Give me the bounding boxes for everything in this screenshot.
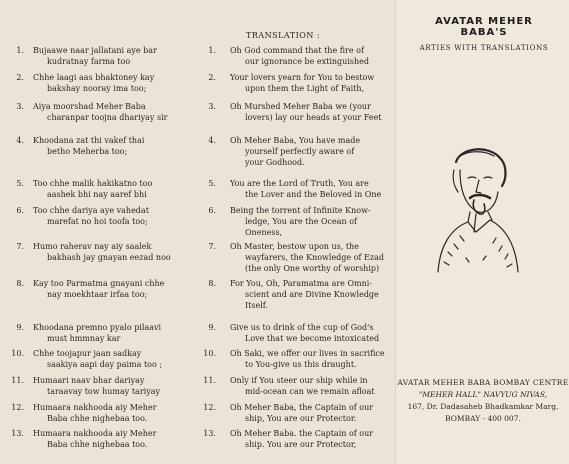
english-line: Itself. [245, 301, 268, 310]
verse-row [0, 72, 396, 102]
verse-row [0, 278, 396, 308]
verse-number-english: 11. [203, 376, 216, 385]
english-line: For You, Oh, Paramatma are Omni- [230, 279, 373, 288]
verse-number-english: 13. [203, 429, 216, 438]
gujarati-line: Kay too Parmatma gnayani chhe [33, 279, 165, 288]
gujarati-line: Chhe laagi aas bhaktoney kay [33, 73, 155, 82]
english-line: Give us to drink of the cup of God's [230, 323, 374, 332]
english-line: Oh God command that the fire of [230, 46, 364, 55]
verse-number-english: 1. [208, 46, 216, 55]
verse-number-english: 8. [208, 279, 216, 288]
verse-number-gujarati: 10. [11, 349, 24, 358]
verse-row [0, 101, 396, 131]
verse-number-english: 5. [208, 179, 216, 188]
gujarati-line: must hmmnay kar [47, 334, 121, 343]
verse-row [0, 375, 396, 405]
verse-number-gujarati: 6. [16, 206, 24, 215]
verse-number-gujarati: 1. [16, 46, 24, 55]
gujarati-line: saakiya aapi day paima too ; [47, 360, 163, 369]
english-line: the Lover and the Beloved in One [245, 190, 382, 199]
verse-number-english: 12. [203, 403, 216, 412]
verse-number-gujarati: 2. [16, 73, 24, 82]
gujarati-line: Aiya moorshad Meher Baba [33, 102, 146, 111]
gujarati-line: Bujaawe naar jallatani aye bar [33, 46, 157, 55]
verse-number-gujarati: 11. [11, 376, 24, 385]
gujarati-line: Khoodana premno pyalo pilaavi [33, 323, 162, 332]
verse-row [0, 428, 396, 458]
verse-number-gujarati: 3. [16, 102, 24, 111]
verse-number-gujarati: 7. [16, 242, 24, 251]
english-line: Oh Master, bestow upon us, the [230, 242, 359, 251]
verse-row [0, 45, 396, 75]
verse-number-gujarati: 4. [16, 136, 24, 145]
verse-number-gujarati: 13. [11, 429, 24, 438]
verse-number-english: 4. [208, 136, 216, 145]
english-line: Oh Saki, we offer our lives in sacrifice [230, 349, 385, 358]
verse-row [0, 205, 396, 235]
english-line: ship, You are our Protector. [245, 414, 357, 423]
verse-number-english: 6. [208, 206, 216, 215]
centre-house: "MEHER HALL" NAVYUG NIVAS, [418, 390, 548, 399]
verse-number-gujarati: 5. [16, 179, 24, 188]
gujarati-line: charanpar toojna dhariyay sir [47, 113, 168, 122]
english-line: Love that we become intoxicated [245, 334, 380, 343]
gujarati-line: taraavay tow humay tariyay [47, 387, 161, 396]
brand-title: AVATAR MEHER BABA'S [435, 16, 533, 38]
centre-name: AVATAR MEHER BABA BOMBAY CENTRE [397, 378, 569, 387]
english-line: ledge, You are the Ocean of [245, 217, 357, 226]
english-line: ship. You are our Protector, [245, 440, 357, 449]
english-line: Oh Meher Baba. the Captain of our [230, 429, 374, 438]
english-line: Oneness, [245, 228, 283, 237]
english-line: lovers) lay our heads at your Feet [245, 113, 382, 122]
english-line: our ignorance be extinguished [245, 57, 370, 66]
gujarati-line: bakhash jay gnayan eezad noo [47, 253, 171, 262]
gujarati-line: Baba chhe nighebaa too. [47, 414, 148, 423]
verse-number-gujarati: 12. [11, 403, 24, 412]
gujarati-line: bakshay nooray ima too; [47, 84, 147, 93]
gujarati-line: kudratnay farma too [47, 57, 131, 66]
verse-number-english: 9. [208, 323, 216, 332]
brand-subtitle: ARTIES WITH TRANSLATIONS [419, 44, 549, 52]
gujarati-line: Too chhe dariya aye vahedat [33, 206, 149, 215]
gujarati-line: Humo raherav nay aiy saalek [33, 242, 152, 251]
gujarati-line: Chhe toojapur jaan sadkay [33, 349, 142, 358]
verse-row [0, 241, 396, 271]
meher-baba-portrait [418, 140, 528, 274]
english-line: Being the torrent of Infinite Know- [230, 206, 371, 215]
gujarati-line: aashek bhi nay aaref bhi [47, 190, 147, 199]
gujarati-line: Khoodana zat thi vakef thai [33, 136, 145, 145]
english-line: wayfarers, the Knowledge of Ezad [245, 253, 384, 262]
gujarati-line: Humaari naav bhar dariyay [33, 376, 145, 385]
gujarati-line: nay moekhtaar irfaa too; [47, 290, 148, 299]
english-line: Your lovers yearn for You to bestow [230, 73, 375, 82]
english-line: upon them the Light of Faith, [245, 84, 365, 93]
translation-heading: TRANSLATION : [246, 31, 321, 40]
verse-row [0, 348, 396, 378]
verse-number-english: 7. [208, 242, 216, 251]
verse-number-english: 2. [208, 73, 216, 82]
gujarati-line: marefat no hoi toofa too; [47, 217, 148, 226]
verse-number-gujarati: 8. [16, 279, 24, 288]
gujarati-line: Baba chhe nighebaa too. [47, 440, 148, 449]
english-line: Oh Murshed Meher Baba we (your [230, 102, 371, 111]
english-line: Only if You steer our ship while in [230, 376, 368, 385]
centre-city: BOMBAY - 400 007. [445, 414, 521, 423]
gujarati-line: Humaara nakhooda aiy Meher [33, 429, 157, 438]
verse-number-english: 10. [203, 349, 216, 358]
english-line: Oh Meher Baba, the Captain of our [230, 403, 374, 412]
english-line: to You-give us this draught. [245, 360, 357, 369]
verse-row [0, 135, 396, 165]
gujarati-line: Too chhe malik hakikatno too [33, 179, 153, 188]
english-line: yourself perfectly aware of [245, 147, 355, 156]
english-line: Oh Meher Baba, You have made [230, 136, 361, 145]
centre-street: 167, Dr. Dadasaheb Bhadkamkar Marg, [407, 402, 559, 411]
verse-number-english: 3. [208, 102, 216, 111]
gujarati-line: Humaara nakhooda aiy Meher [33, 403, 157, 412]
english-line: mid-ocean can we remain afloat [245, 387, 375, 396]
verse-number-gujarati: 9. [16, 323, 24, 332]
english-line: your Godhood. [245, 158, 305, 167]
gujarati-line: betho Meherba too; [47, 147, 128, 156]
english-line: (the only One worthy of worship) [245, 264, 380, 273]
verse-row [0, 178, 396, 208]
english-line: scient and are Divine Knowledge [245, 290, 379, 299]
english-line: You are the Lord of Truth, You are [230, 179, 369, 188]
